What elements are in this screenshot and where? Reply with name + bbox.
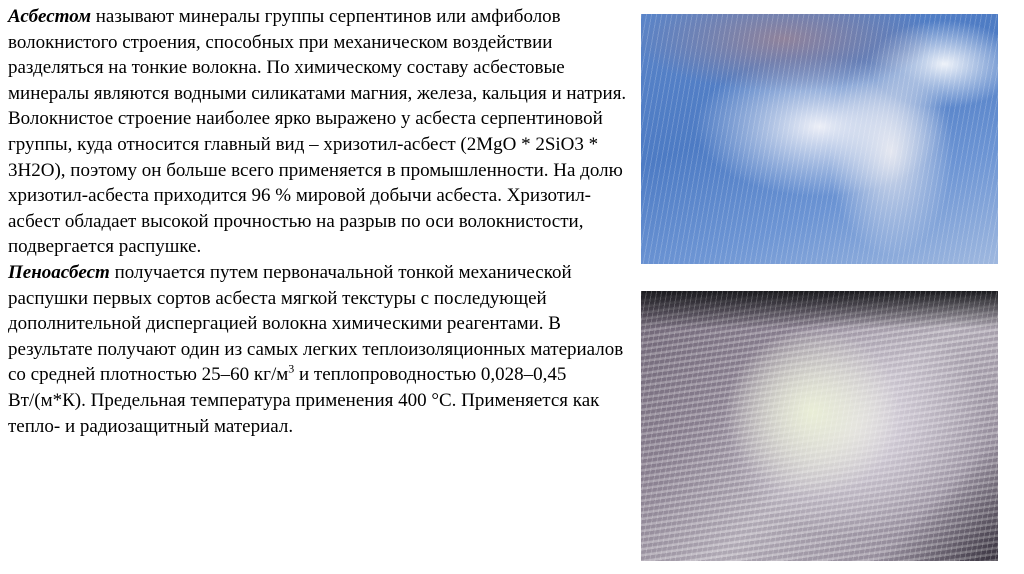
cubic-superscript: 3	[288, 361, 295, 376]
foam-asbestos-paragraph	[8, 260, 628, 439]
fiber-texture	[641, 291, 998, 561]
foam-asbestos-description: получается путем первоначальной тонкой механической распушки первых сортов асбеста мягкой текстуры с последующей дополнительной диспергацией волокна химическими реагентами. В результате получают один из самых легких теплоизоляционных материалов со средней плотностью 25–60 кг/м	[8, 261, 624, 386]
fiber-texture	[641, 14, 998, 264]
foam-asbestos-term: Пеноасбест	[8, 261, 110, 283]
asbestos-description: называют минералы группы серпентинов или амфиболов волокнистого строения, способных при механическом воздействии разделяться на тонкие волокна. По химическому составу асбестовые минералы являются водными силикатами магния, железа, кальция и натрия. Волокнистое строение наиболее ярко выражено у асбеста серпентиновой группы, куда относится главный вид – хризотил-асбест (2MgO * 2SiO3 * 3H2O), поэтому он больше всего применяется в промышленности. На долю хризотил-асбеста приходится 96 % мировой добычи асбеста. Хризотил-асбест обладает высокой прочностью на разрыв по оси волокнистости, подвергается распушке.	[8, 6, 627, 258]
foam-asbestos-photo	[641, 291, 998, 561]
asbestos-term: Асбестом	[8, 6, 91, 27]
chrysotile-asbestos-photo	[641, 14, 998, 264]
text-column	[8, 4, 628, 439]
asbestos-paragraph	[8, 4, 628, 260]
foam-asbestos-description-end: и теплопроводностью 0,028–0,45 Вт/(м*К). Предельная температура применения 400 °С. Применяется как тепло- и радиозащитный материал.	[8, 364, 600, 437]
